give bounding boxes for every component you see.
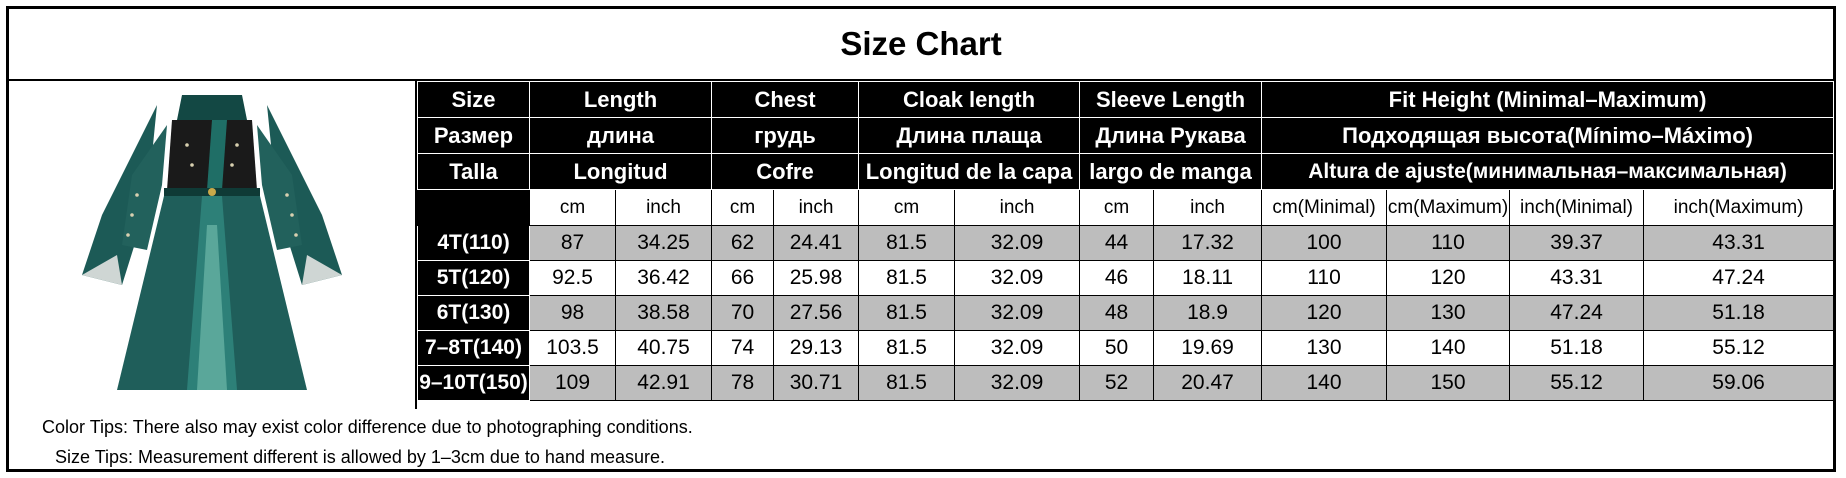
unit-cell: cm [530,190,616,226]
value-cell: 150 [1387,366,1510,401]
size-chart-frame [6,6,1836,472]
unit-cell: inch [774,190,859,226]
header-row-es [418,154,1834,190]
value-cell: 120 [1262,296,1387,331]
header-fit-height: Altura de ajuste(минимальная–максимальная) [1262,154,1834,190]
unit-cell: cm(Minimal) [1262,190,1387,226]
header-chest: Cofre [712,154,859,190]
header-fit-height: Fit Height (Minimal–Maximum) [1262,82,1834,118]
header-cloak-length: Cloak length [859,82,1080,118]
value-cell: 20.47 [1154,366,1262,401]
value-cell: 47.24 [1644,261,1834,296]
tips-section [9,409,1833,469]
unit-cell: cm(Maximum) [1387,190,1510,226]
value-cell: 47.24 [1510,296,1644,331]
header-sleeve-length: Длина Рукава [1080,118,1262,154]
value-cell: 48 [1080,296,1154,331]
chart-title: Size Chart [9,9,1833,81]
value-cell: 92.5 [530,261,616,296]
value-cell: 51.18 [1644,296,1834,331]
size-cell: 7–8T(140) [418,331,530,366]
value-cell: 32.09 [955,296,1080,331]
value-cell: 18.9 [1154,296,1262,331]
value-cell: 55.12 [1510,366,1644,401]
value-cell: 38.58 [616,296,712,331]
value-cell: 81.5 [859,261,955,296]
value-cell: 24.41 [774,226,859,261]
header-size: Size [418,82,530,118]
value-cell: 81.5 [859,331,955,366]
value-cell: 66 [712,261,774,296]
value-cell: 100 [1262,226,1387,261]
value-cell: 34.25 [616,226,712,261]
header-row-ru [418,118,1834,154]
value-cell: 44 [1080,226,1154,261]
units-row [418,190,1834,226]
size-cell: 5T(120) [418,261,530,296]
table-row [418,296,1834,331]
header-chest: Chest [712,82,859,118]
unit-cell: inch(Maximum) [1644,190,1834,226]
value-cell: 25.98 [774,261,859,296]
value-cell: 130 [1262,331,1387,366]
value-cell: 17.32 [1154,226,1262,261]
value-cell: 98 [530,296,616,331]
unit-cell: cm [859,190,955,226]
value-cell: 74 [712,331,774,366]
value-cell: 120 [1387,261,1510,296]
value-cell: 62 [712,226,774,261]
value-cell: 81.5 [859,226,955,261]
header-size: Размер [418,118,530,154]
value-cell: 30.71 [774,366,859,401]
table-row [418,366,1834,401]
value-cell: 32.09 [955,331,1080,366]
header-length: Length [530,82,712,118]
value-cell: 46 [1080,261,1154,296]
value-cell: 78 [712,366,774,401]
unit-cell: cm [712,190,774,226]
value-cell: 32.09 [955,366,1080,401]
product-image-panel [9,81,417,409]
value-cell: 29.13 [774,331,859,366]
value-cell: 19.69 [1154,331,1262,366]
data-rows [418,226,1834,401]
header-row-en [418,82,1834,118]
value-cell: 55.12 [1644,331,1834,366]
table-row [418,226,1834,261]
value-cell: 18.11 [1154,261,1262,296]
value-cell: 87 [530,226,616,261]
value-cell: 59.06 [1644,366,1834,401]
header-sleeve-length: Sleeve Length [1080,82,1262,118]
value-cell: 81.5 [859,366,955,401]
value-cell: 40.75 [616,331,712,366]
value-cell: 52 [1080,366,1154,401]
value-cell: 32.09 [955,261,1080,296]
unit-cell: inch [616,190,712,226]
dress-image [62,85,362,405]
units-blank-cell [418,190,530,226]
header-length: длина [530,118,712,154]
header-size: Talla [418,154,530,190]
header-chest: грудь [712,118,859,154]
color-tip: Color Tips: There also may exist color difference due to photographing conditions. [42,417,693,437]
header-sleeve-length: largo de manga [1080,154,1262,190]
value-cell: 27.56 [774,296,859,331]
size-tip: Size Tips: Measurement different is allowed by 1–3cm due to hand measure. [55,447,665,467]
value-cell: 42.91 [616,366,712,401]
value-cell: 110 [1262,261,1387,296]
header-length: Longitud [530,154,712,190]
unit-cell: inch [955,190,1080,226]
table-row [418,261,1834,296]
size-cell: 4T(110) [418,226,530,261]
value-cell: 50 [1080,331,1154,366]
value-cell: 70 [712,296,774,331]
value-cell: 103.5 [530,331,616,366]
header-cloak-length: Длина плаща [859,118,1080,154]
value-cell: 51.18 [1510,331,1644,366]
value-cell: 32.09 [955,226,1080,261]
value-cell: 39.37 [1510,226,1644,261]
size-table [417,81,1834,401]
header-fit-height: Подходящая высота(Mínimo–Máximo) [1262,118,1834,154]
value-cell: 140 [1387,331,1510,366]
unit-cell: inch [1154,190,1262,226]
value-cell: 36.42 [616,261,712,296]
header-cloak-length: Longitud de la capa [859,154,1080,190]
unit-cell: inch(Minimal) [1510,190,1644,226]
value-cell: 109 [530,366,616,401]
size-cell: 6T(130) [418,296,530,331]
value-cell: 130 [1387,296,1510,331]
value-cell: 110 [1387,226,1510,261]
value-cell: 43.31 [1644,226,1834,261]
unit-cell: cm [1080,190,1154,226]
table-row [418,331,1834,366]
value-cell: 81.5 [859,296,955,331]
value-cell: 140 [1262,366,1387,401]
value-cell: 43.31 [1510,261,1644,296]
size-cell: 9–10T(150) [418,366,530,401]
